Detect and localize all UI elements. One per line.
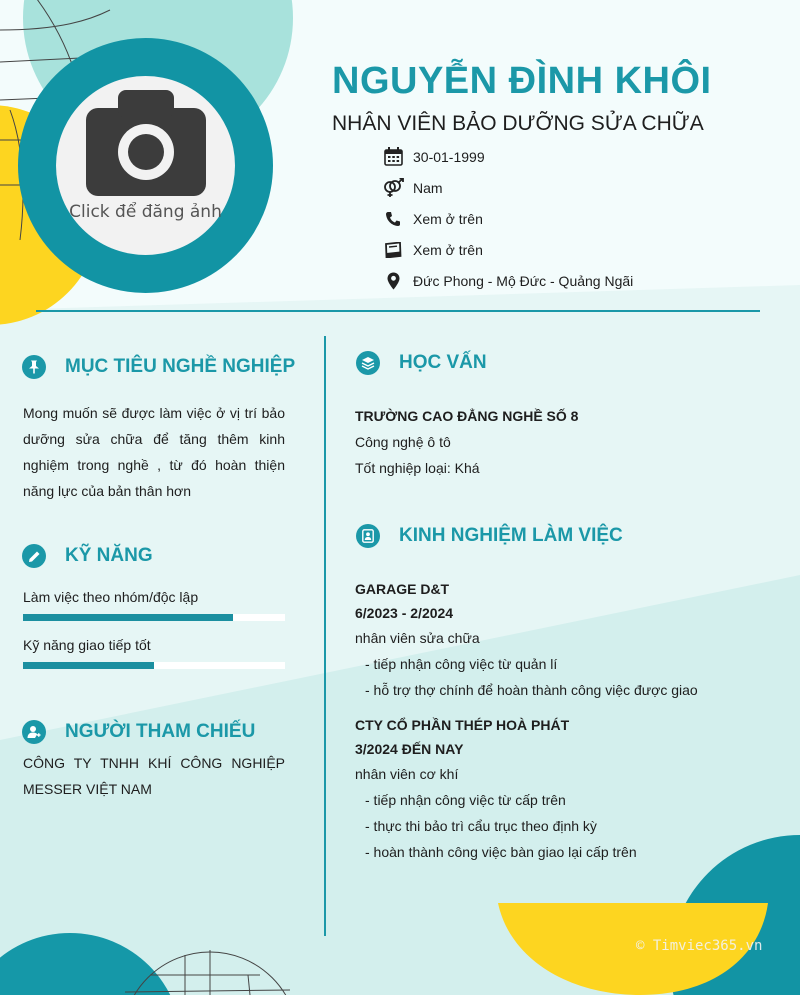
contact-birthday [382, 141, 762, 172]
skill-item [23, 637, 285, 669]
job-entry [355, 713, 775, 865]
phone-icon [382, 209, 404, 229]
references-title: NGƯỜI THAM CHIẾU [65, 721, 256, 742]
gender-value: Nam [413, 179, 443, 196]
watermark: © Timviec365.vn [636, 938, 763, 954]
calendar-icon [382, 147, 404, 167]
job-duty: - thực thi bảo trì cẩu trục theo định kỳ [365, 818, 597, 834]
contact-email [382, 234, 762, 265]
school-name: TRƯỜNG CAO ĐẲNG NGHỀ SỐ 8 [355, 408, 579, 424]
objective-title: MỤC TIÊU NGHỀ NGHIỆP [65, 356, 296, 377]
objective-text: Mong muốn sẽ được làm việc ở vị trí bảo dưỡng sửa chữa để tăng thêm kinh nghiệm trong nghề , từ đó hoàn thiện năng lực của bản thân hơn [23, 405, 285, 499]
skill-bar [23, 662, 285, 669]
column-divider [324, 336, 326, 936]
skill-bar-fill [23, 662, 154, 669]
skill-name: Làm việc theo nhóm/độc lập [23, 589, 199, 605]
job-duty: - hỗ trợ thợ chính để hoàn thành công việc được giao [365, 682, 698, 698]
contact-phone [382, 203, 762, 234]
skill-bar-fill [23, 614, 233, 621]
major: Công nghệ ô tô [355, 434, 451, 450]
skills-section-header [22, 544, 153, 568]
contact-gender [382, 172, 762, 203]
experience-title: KINH NGHIỆM LÀM VIỆC [399, 525, 623, 546]
company-name: GARAGE D&T [355, 581, 450, 597]
objective-section-header [22, 355, 295, 379]
education-section-header [356, 351, 487, 375]
email-icon [382, 240, 404, 260]
company-name: CTY CỔ PHẦN THÉP HOÀ PHÁT [355, 717, 570, 733]
job-title: NHÂN VIÊN BẢO DƯỠNG SỬA CHỮA [332, 112, 704, 135]
phone-value[interactable]: Xem ở trên [413, 210, 483, 227]
birthday-value: 30-01-1999 [413, 148, 485, 165]
education-title: HỌC VẤN [399, 352, 487, 373]
job-role: nhân viên sửa chữa [355, 630, 480, 646]
avatar-frame[interactable] [18, 38, 273, 293]
skills-title: KỸ NĂNG [65, 545, 153, 566]
job-role: nhân viên cơ khí [355, 766, 459, 782]
skill-name: Kỹ năng giao tiếp tốt [23, 637, 151, 653]
job-duty: - tiếp nhận công việc từ quản lí [365, 656, 558, 672]
job-duty: - tiếp nhận công việc từ cấp trên [365, 792, 566, 808]
skill-item [23, 589, 285, 621]
skill-bar [23, 614, 285, 621]
candidate-name: NGUYỄN ĐÌNH KHÔI [332, 60, 712, 102]
location-icon [382, 271, 404, 291]
job-entry [355, 577, 775, 703]
upload-photo-label[interactable]: Click để đăng ảnh [69, 202, 222, 222]
job-period: 6/2023 - 2/2024 [355, 605, 454, 621]
header-divider [36, 310, 760, 312]
pencil-icon [22, 544, 46, 568]
references-section-header [22, 720, 255, 744]
gender-icon [382, 178, 404, 198]
avatar-upload[interactable] [56, 76, 235, 255]
layers-icon [356, 351, 380, 375]
address-value: Đức Phong - Mộ Đức - Quảng Ngãi [413, 272, 634, 289]
experience-section-header [356, 524, 623, 548]
id-card-icon [356, 524, 380, 548]
references-text: CÔNG TY TNHH KHÍ CÔNG NGHIỆP MESSER VIỆT NAM [23, 755, 285, 797]
education-entry [355, 403, 775, 481]
pin-icon [22, 355, 46, 379]
contact-list [382, 141, 762, 296]
job-duty: - hoàn thành công việc bàn giao lại cấp trên [365, 844, 637, 860]
email-value[interactable]: Xem ở trên [413, 241, 483, 258]
camera-icon [86, 90, 206, 196]
contact-address [382, 265, 762, 296]
job-period: 3/2024 ĐẾN NAY [355, 741, 464, 757]
user-icon [22, 720, 46, 744]
graduation-grade: Tốt nghiệp loại: Khá [355, 460, 480, 476]
